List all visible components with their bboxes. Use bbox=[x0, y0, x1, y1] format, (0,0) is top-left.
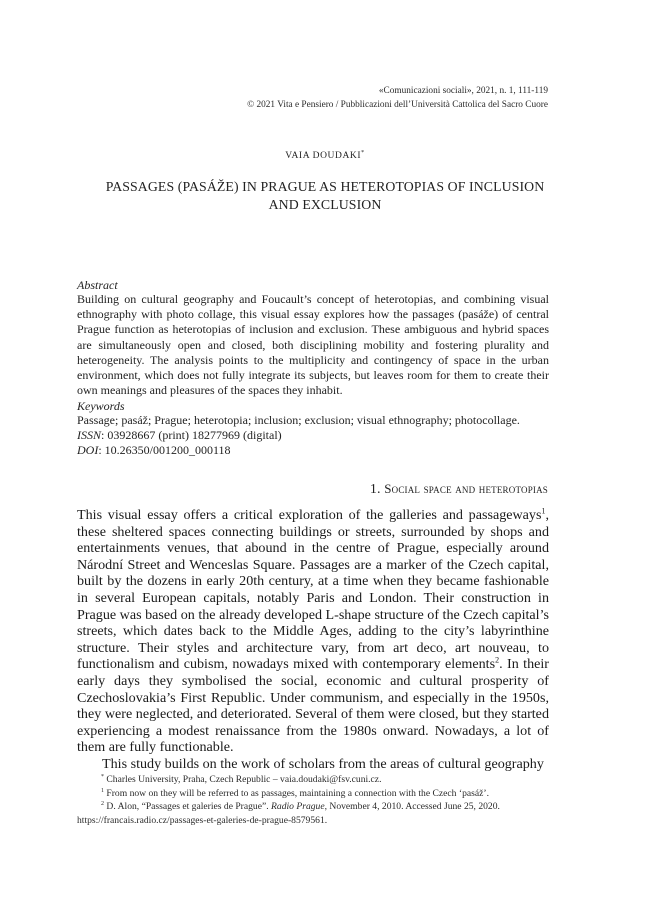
article-title bbox=[80, 178, 570, 214]
doi-line bbox=[77, 443, 557, 458]
footnote-1-text: From now on they will be referred to as passages, maintaining a connection with the Czech ‘pasáž’. bbox=[104, 787, 489, 799]
copyright-line: © 2021 Vita e Pensiero / Pubblicazioni dell’Università Cattolica del Sacro Cuore bbox=[247, 100, 548, 110]
section-number: 1. bbox=[369, 482, 381, 497]
paragraph-1-part-b: , these sheltered spaces connecting buildings or streets, surrounded by shops and entertainments venues, that abound in the centre of Prague, especially around Národní Street and Wenceslas Square. Passages are a marker of the Czech capital, built by the dozens in early 20th century, at a time when they became fashionable in several European capitals, notably Paris and London. Their construction in Prague was based on the already developed L-shape structure of the Czech capital’s streets, which dates back to the Middle Ages, adding to the city’s labyrinthine structure. Their styles and architecture vary, from art deco, art nouveau, to functionalism and cubism, nowadays mixed with contemporary elements bbox=[77, 507, 549, 673]
footnote-ref-2[interactable]: 2 bbox=[495, 655, 500, 665]
author-footnote-mark: * bbox=[361, 150, 365, 156]
keywords-list: Passage; pasáž; Prague; heterotopia; inclusion; exclusion; visual ethnography; photocollage. bbox=[77, 413, 520, 427]
section-heading bbox=[370, 481, 548, 498]
keywords-block bbox=[77, 413, 557, 459]
footnote-1-mark: 1 bbox=[101, 787, 104, 794]
issn-label: ISSN bbox=[77, 428, 101, 443]
footnote-2-text-b: , November 4, 2010. Accessed June 25, 2020. bbox=[324, 801, 500, 813]
footnote-2-source: Radio Prague bbox=[271, 801, 325, 813]
title-line-2: AND EXCLUSION bbox=[268, 197, 382, 212]
footnote-2-text-a: D. Alon, “Passages et galeries de Prague”. bbox=[104, 801, 272, 813]
body-text bbox=[77, 507, 549, 773]
paragraph-1 bbox=[77, 507, 549, 756]
section-title: Social space and heterotopias bbox=[384, 481, 548, 496]
author-name-text: VAIA DOUDAKI bbox=[285, 151, 362, 162]
footnote-ref-1[interactable]: 1 bbox=[541, 506, 546, 516]
footnote-author bbox=[77, 773, 549, 787]
footnote-2 bbox=[77, 800, 549, 814]
title-line-1: PASSAGES (PASÁŽE) IN PRAGUE AS HETEROTOPIAS OF INCLUSION bbox=[105, 179, 545, 194]
footnote-1 bbox=[77, 787, 549, 801]
footnote-2-url[interactable]: https://francais.radio.cz/passages-et-galeries-de-prague-8579561. bbox=[77, 814, 328, 826]
footnote-2-mark: 2 bbox=[101, 801, 104, 807]
doi-label: DOI bbox=[77, 443, 99, 458]
footnotes bbox=[77, 773, 549, 827]
paragraph-1-part-c: . In their early days they symbolised the social, economic and cultural prosperity of Czechoslovakia’s First Republic. Under communism, and especially in the 1950s, they were neglected, and deteriorated. Several of them were closed, but they started experiencing a modest renaissance from the 1980s onward. Nowadays, a lot of them are fully functionable. bbox=[77, 656, 549, 756]
paragraph-1-part-a: This visual essay offers a critical exploration of the galleries and passageways bbox=[77, 507, 542, 523]
paragraph-2: This study builds on the work of scholars from the areas of cultural geography bbox=[102, 755, 544, 772]
issn-line bbox=[77, 428, 557, 443]
abstract-heading: Abstract bbox=[77, 278, 118, 292]
author-name bbox=[0, 150, 650, 161]
doi-value: : 10.26350/001200_000118 bbox=[98, 443, 231, 458]
journal-citation: «Comunicazioni sociali», 2021, n. 1, 111-119 bbox=[378, 86, 548, 96]
issn-value: : 03928667 (print) 18277969 (digital) bbox=[101, 428, 282, 443]
keywords-heading: Keywords bbox=[77, 399, 125, 413]
footnote-author-mark: * bbox=[101, 773, 104, 780]
running-header bbox=[247, 84, 548, 112]
footnote-author-text: Charles University, Praha, Czech Republic – vaia.doudaki@fsv.cuni.cz. bbox=[104, 774, 382, 785]
abstract-text: Building on cultural geography and Foucault’s concept of heterotopias, and combining visual ethnography with photo collage, this visual essay explores how the passages (pasáže) of central Prague function as heterotopias of inclusion and exclusion. These ambiguous and hybrid spaces are simultaneously open and closed, both disciplining mobility and fostering plurality and heterogeneity. The analysis points to the multiplicity and contingency of space in the urban environment, which does not fully integrate its subjects, but leaves room for them to create their own meanings and pleasures of the spaces they inhabit. bbox=[77, 292, 549, 398]
